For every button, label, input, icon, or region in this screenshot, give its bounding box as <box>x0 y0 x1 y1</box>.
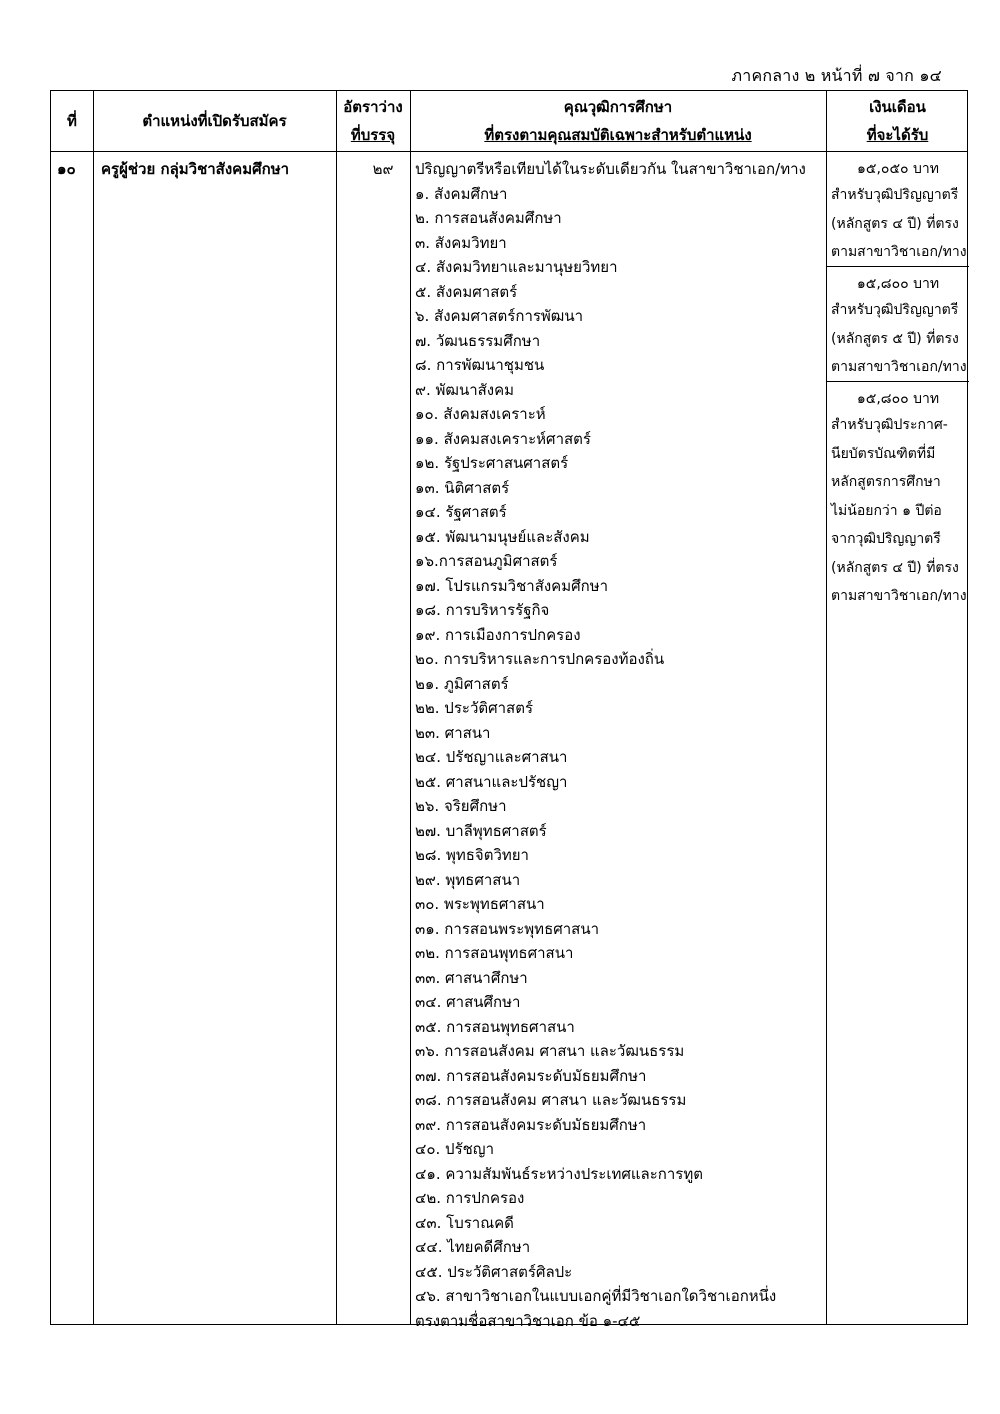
major-item: ๑๖.การสอนภูมิศาสตร์ <box>415 552 558 570</box>
salary-desc-line: (หลักสูตร ๔ ปี) ที่ตรง <box>831 559 959 576</box>
major-item: ๒๐. การบริหารและการปกครองท้องถิ่น <box>415 650 665 668</box>
qualification-intro: ปริญญาตรีหรือเทียบได้ในระดับเดียวกัน ในสาขาวิชาเอก/ทาง <box>415 160 806 178</box>
header-no-label: ที่ <box>67 112 77 130</box>
major-item: ๑๔. รัฐศาสตร์ <box>415 503 507 521</box>
major-item: ๑๐. สังคมสงเคราะห์ <box>415 405 546 423</box>
column-divider <box>336 91 337 1324</box>
major-item: ๒๗. บาลีพุทธศาสตร์ <box>415 821 547 840</box>
header-qualification-line1: คุณวุฒิการศึกษา <box>563 98 673 116</box>
major-item: ๓. สังคมวิทยา <box>415 233 507 252</box>
major-item: ๑๗. โปรแกรมวิชาสังคมศึกษา <box>415 576 609 595</box>
major-item: ๔๐. ปรัชญา <box>415 1140 495 1158</box>
major-list <box>415 182 806 1334</box>
salary-desc-line: ไม่น้อยกว่า ๑ ปีต่อ <box>831 502 942 519</box>
major-item: ๒๖. จริยศึกษา <box>415 797 507 815</box>
major-item: ๒๘. พุทธจิตวิทยา <box>415 846 529 864</box>
salary-desc-line: ตามสาขาวิชาเอก/ทาง <box>831 244 967 260</box>
header-salary <box>826 91 969 151</box>
major-item: ๓๙. การสอนสังคมระดับมัธยมศึกษา <box>415 1115 647 1134</box>
major-item: ๘. การพัฒนาชุมชน <box>415 356 545 374</box>
header-no <box>51 91 93 151</box>
major-item: ๓๕. การสอนพุทธศาสนา <box>415 1017 575 1036</box>
major-item: ๔๓. โบราณคดี <box>415 1213 514 1232</box>
header-vacancy-line2: ที่บรรจุ <box>350 126 396 144</box>
header-position-label: ตำแหน่งที่เปิดรับสมัคร <box>142 112 287 130</box>
salary-desc-line: (หลักสูตร ๔ ปี) ที่ตรง <box>831 215 959 232</box>
salary-divider <box>827 381 969 382</box>
salary-desc-line: ตามสาขาวิชาเอก/ทาง <box>831 588 967 604</box>
major-item: ๒. การสอนสังคมศึกษา <box>415 209 562 227</box>
salary-block-1 <box>827 157 969 267</box>
major-item: ๑๘. การบริหารรัฐกิจ <box>415 601 550 619</box>
major-item: ๒๒. ประวัติศาสตร์ <box>415 699 534 717</box>
major-item: ๓๑. การสอนพระพุทธศาสนา <box>415 919 599 938</box>
major-item: ๑๑. สังคมสงเคราะห์ศาสตร์ <box>415 429 591 448</box>
major-item: ๑๕. พัฒนามนุษย์และสังคม <box>415 527 590 546</box>
major-item: ๑๒. รัฐประศาสนศาสตร์ <box>415 454 569 472</box>
salary-block-3 <box>827 387 969 611</box>
major-item: ๔๑. ความสัมพันธ์ระหว่างประเทศและการทูต <box>415 1164 703 1183</box>
salary-amount: ๑๕,๘๐๐ บาท <box>856 391 940 407</box>
position-title: ครูผู้ช่วย กลุ่มวิชาสังคมศึกษา <box>101 160 289 178</box>
major-item: ๓๐. พระพุทธศาสนา <box>415 895 545 913</box>
major-item: ๔๒. การปกครอง <box>415 1189 525 1207</box>
salary-amount: ๑๕,๘๐๐ บาท <box>856 276 940 292</box>
major-item: ๓๖. การสอนสังคม ศาสนา และวัฒนธรรม <box>415 1042 685 1060</box>
salary-desc-line: นียบัตรบัณฑิตที่มี <box>831 445 936 462</box>
major-item: ๔๕. ประวัติศาสตร์ศิลปะ <box>415 1262 573 1281</box>
salary-desc-line: (หลักสูตร ๕ ปี) ที่ตรง <box>831 330 959 347</box>
row-number: ๑๐ <box>57 160 76 178</box>
header-vacancy-line1: อัตราว่าง <box>343 98 403 116</box>
major-item: ๒๑. ภูมิศาสตร์ <box>415 674 509 693</box>
header-position <box>93 91 336 151</box>
major-item: ๑. สังคมศึกษา <box>415 184 508 203</box>
major-item: ๒๙. พุทธศาสนา <box>415 870 521 889</box>
header-qualification-line2: ที่ตรงตามคุณสมบัติเฉพาะสำหรับตำแหน่ง <box>484 126 752 144</box>
major-item: ๑๙. การเมืองการปกครอง <box>415 625 581 644</box>
salary-desc-line: สำหรับวุฒิปริญญาตรี <box>831 187 959 203</box>
major-item: ๖. สังคมศาสตร์การพัฒนา <box>415 307 584 325</box>
major-item: ๔๔. ไทยคดีศึกษา <box>415 1238 531 1256</box>
salary-desc-line: หลักสูตรการศึกษา <box>831 474 941 490</box>
position-table <box>50 90 968 1330</box>
major-item: ๒๕. ศาสนาและปรัชญา <box>415 772 568 791</box>
header-divider <box>51 151 967 152</box>
major-item: ๓๗. การสอนสังคมระดับมัธยมศึกษา <box>415 1066 647 1085</box>
salary-desc-line: จากวุฒิปริญญาตรี <box>831 531 941 547</box>
salary-desc-line: สำหรับวุฒิปริญญาตรี <box>831 302 959 318</box>
salary-block-2 <box>827 272 969 382</box>
major-item-continuation: ตรงตามชื่อสาขาวิชาเอก ข้อ ๑-๔๕ <box>415 1311 641 1330</box>
vacancy-count: ๒๙ <box>372 160 394 178</box>
major-item: ๔. สังคมวิทยาและมานุษยวิทยา <box>415 258 618 276</box>
column-divider <box>93 91 94 1324</box>
major-item: ๔๖. สาขาวิชาเอกในแบบเอกคู่ที่มีวิชาเอกใดวิชาเอกหนึ่ง <box>415 1287 777 1305</box>
major-item: ๗. วัฒนธรรมศึกษา <box>415 331 541 350</box>
major-item: ๙. พัฒนาสังคม <box>415 380 515 399</box>
major-item: ๒๓. ศาสนา <box>415 723 491 742</box>
major-item: ๒๔. ปรัชญาและศาสนา <box>415 748 568 766</box>
salary-desc-line: สำหรับวุฒิประกาศ- <box>831 417 948 433</box>
column-divider <box>410 91 411 1324</box>
major-item: ๕. สังคมศาสตร์ <box>415 282 518 301</box>
header-salary-line2: ที่จะได้รับ <box>866 126 929 144</box>
qualification-cell <box>415 157 806 1333</box>
major-item: ๓๒. การสอนพุทธศาสนา <box>415 944 574 962</box>
major-item: ๑๓. นิติศาสตร์ <box>415 478 510 497</box>
major-item: ๓๓. ศาสนาศึกษา <box>415 968 528 987</box>
salary-amount: ๑๕,๐๕๐ บาท <box>856 161 940 177</box>
header-salary-line1: เงินเดือน <box>869 98 926 116</box>
major-item: ๓๘. การสอนสังคม ศาสนา และวัฒนธรรม <box>415 1091 687 1109</box>
major-item: ๓๔. ศาสนศึกษา <box>415 993 521 1011</box>
salary-divider <box>827 266 969 267</box>
page-header: ภาคกลาง ๒ หน้าที่ ๗ จาก ๑๔ <box>731 66 942 85</box>
header-vacancy <box>336 91 410 151</box>
salary-desc-line: ตามสาขาวิชาเอก/ทาง <box>831 359 967 375</box>
header-qualification <box>410 91 826 151</box>
